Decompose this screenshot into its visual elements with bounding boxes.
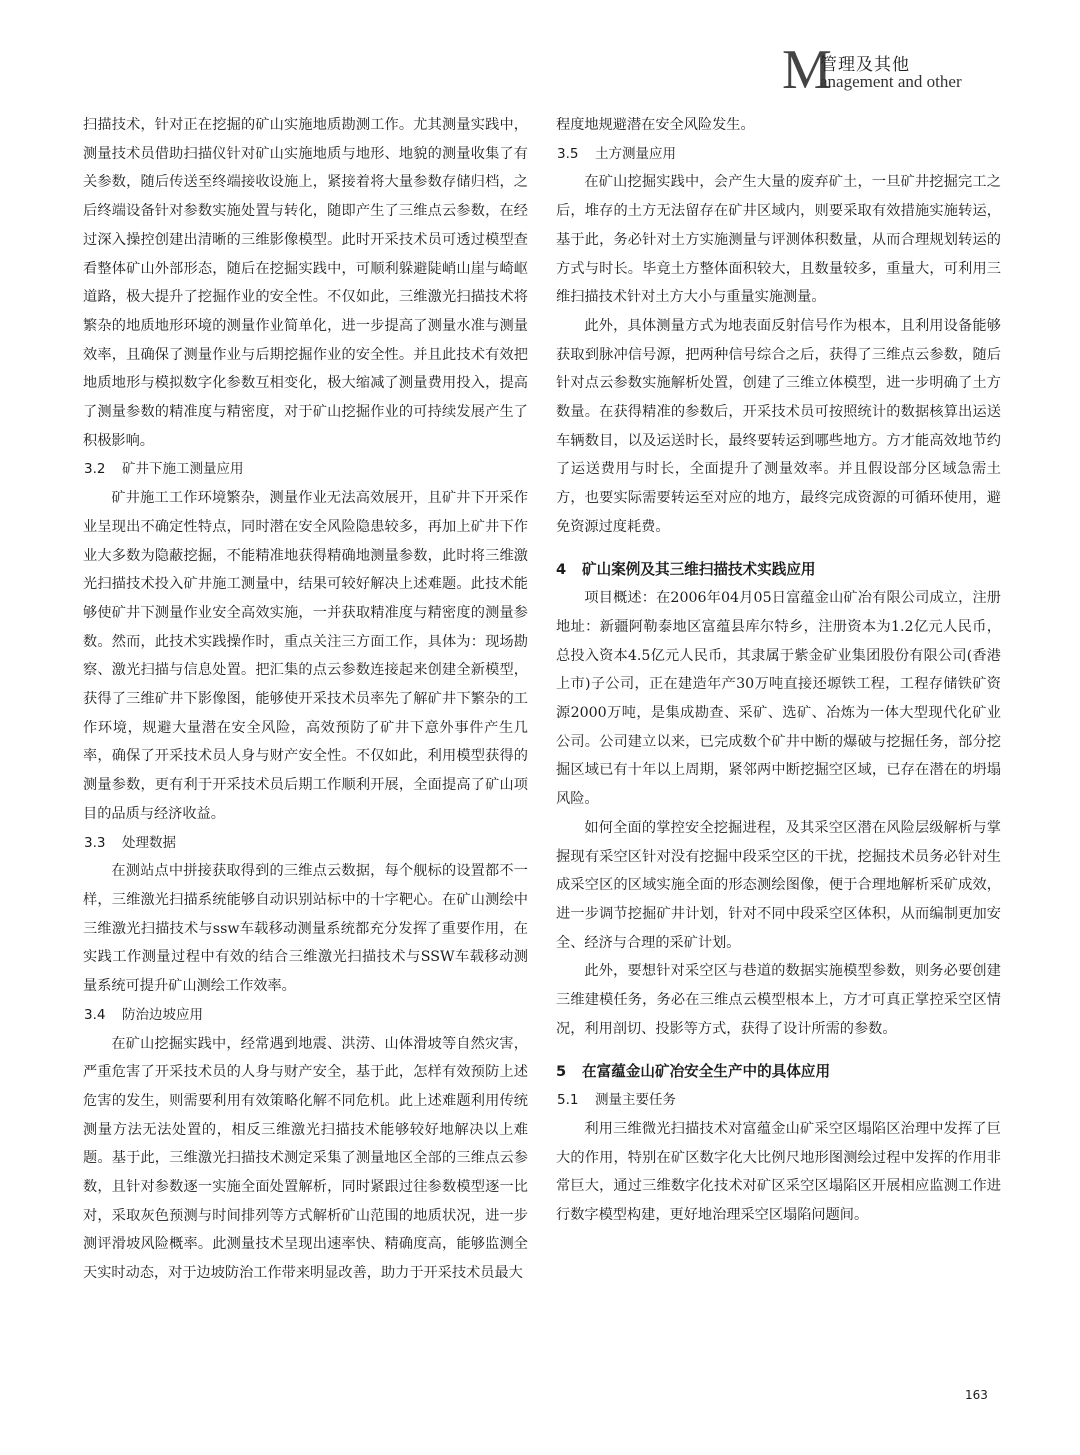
page-number: 163 <box>965 1388 988 1402</box>
section-heading-3-5 <box>556 140 1001 169</box>
section-heading-3-4 <box>83 1001 528 1030</box>
paragraph: 扫描技术，针对正在挖掘的矿山实施地质勘测工作。尤其测量实践中，测量技术员借助扫描仪针对矿山实施地质与地形、地貌的测量收集了有关参数，随后传送至终端接收设施上，紧接着将大量参数存储归档，之后终端设备针对参数实施处置与转化，随即产生了三维点云参数，在经过深入操控创建出清晰的三维影像模型。此时开采技术员可透过模型查看整体矿山外部形态，随后在挖掘实践中，可顺利躲避陡峭山崖与崎岖道路，极大提升了挖掘作业的安全性。不仅如此，三维激光扫描技术将繁杂的地质地形环境的测量作业简单化，进一步提高了测量水准与测量效率，且确保了测量作业与后期挖掘作业的安全性。并且此技术有效把地质地形与模拟数字化参数互相变化，极大缩减了测量费用投入，提高了测量参数的精准度与精密度，对于矿山挖掘作业的可持续发展产生了积极影响。 <box>83 117 528 449</box>
paragraph: 此外，要想针对采空区与巷道的数据实施模型参数，则务必要创建三维建模任务，务必在三维点云模型根本上，方才可真正掌控采空区情况，利用剖切、投影等方式，获得了设计所需的参数。 <box>556 963 1001 1037</box>
section-number: 3.5 <box>557 145 579 162</box>
section-number: 3.2 <box>84 461 106 478</box>
section-number: 3.4 <box>84 1006 106 1023</box>
paragraph: 在矿山挖掘实践中，会产生大量的废弃矿土，一旦矿井挖掘完工之后，堆存的土方无法留存在矿井区域内，则要采取有效措施实施转运，基于此，务必针对土方实施测量与评测体积数量，从而合理规划转运的方式与时长。毕竟土方整体面积较大，且数量较多，重量大，可利用三维扫描技术针对土方大小与重量实施测量。 <box>556 174 1001 306</box>
section-title: 测量主要任务 <box>595 1092 676 1109</box>
left-column <box>83 111 528 1288</box>
paragraph: 项目概述：在2006年04月05日富蕴金山矿冶有限公司成立，注册地址：新疆阿勒泰地区富蕴县库尔特乡，注册资本为1.2亿元人民币，总投入资本4.5亿元人民币，其隶属于紫金矿业集团股份有限公司(香港上市)子公司，正在建造年产30万吨直接还塬铁工程，工程存储铁矿资源2000万吨，是集成勘查、采矿、选矿、冶炼为一体大型现代化矿业公司。公司建立以来，已完成数个矿井中断的爆破与挖掘任务，部分挖掘区域已有十年以上周期，紧邻两中断挖掘空区域，已存在潜在的坍塌风险。 <box>556 590 1001 808</box>
paragraph: 利用三维微光扫描技术对富蕴金山矿采空区塌陷区治理中发挥了巨大的作用，特别在矿区数字化大比例尺地形图测绘过程中发挥的作用非常巨大，通过三维数字化技术对矿区采空区塌陷区开展相应监测工作进行数字模型构建，更好地治理采空区塌陷问题间。 <box>556 1120 1001 1224</box>
section-title: 矿山案例及其三维扫描技术实践应用 <box>582 560 816 578</box>
section-title: 土方测量应用 <box>595 145 676 162</box>
section-title: 矿井下施工测量应用 <box>122 461 244 478</box>
section-title: 在富蕴金山矿冶安全生产中的具体应用 <box>582 1062 831 1080</box>
section-masthead <box>782 39 1072 101</box>
section-number: 5.1 <box>557 1092 579 1109</box>
section-number: 5 <box>556 1062 567 1080</box>
section-number: 4 <box>556 560 567 578</box>
paragraph: 在矿山挖掘实践中，经常遇到地震、洪涝、山体滑坡等自然灾害，严重危害了开采技术员的人身与财产安全，基于此，怎样有效预防上述危害的发生，则需要利用有效策略化解不同危机。此上述难题利用传统测量方法无法处置的，相反三维激光扫描技术能够较好地解决以上难题。基于此，三维激光扫描技术测定采集了测量地区全部的三维点云参数，且针对参数逐一实施全面处置解析，同时紧跟过往参数模型逐一比对，采取灰色预测与时间排列等方式解析矿山范围的地质状况，进一步测评滑坡风险概率。此测量技术呈现出速率快、精确度高，能够监测全天实时动态，对于边坡防治工作带来明显改善，助力于开采技术员最大 <box>83 1035 528 1282</box>
section-title: 处理数据 <box>122 834 176 851</box>
masthead-section-cn: 管理及其他 <box>820 55 910 75</box>
section-heading-4 <box>556 556 1001 585</box>
section-heading-5-1 <box>556 1086 1001 1115</box>
paragraph: 在测站点中拼接获取得到的三维点云数据，每个舰标的设置都不一样，三维激光扫描系统能够自动识别站标中的十字靶心。在矿山测绘中三维激光扫描技术与ssw车载移动测量系统都充分发挥了重要作用，在实践工作测量过程中有效的结合三维激光扫描技术与SSW车载移动测量系统可提升矿山测绘工作效率。 <box>83 863 528 995</box>
section-heading-3-3 <box>83 829 528 858</box>
section-title: 防治边坡应用 <box>122 1006 203 1023</box>
paragraph: 此外，具体测量方式为地表面反射信号作为根本，且利用设备能够获取到脉冲信号源，把两种信号综合之后，获得了三维点云参数，随后针对点云参数实施解析处置，创建了三维立体模型，进一步明确了土方数量。在获得精准的参数后，开采技术员可按照统计的数据核算出运送车辆数目，以及运送时长，最终要转运到哪些地方。方才能高效地节约了运送费用与时长，全面提升了测量效率。并且假设部分区域急需土方，也要实际需要转运至对应的地方，最终完成资源的可循环使用，避免资源过度耗费。 <box>556 317 1001 535</box>
paragraph: 程度地规避潜在安全风险发生。 <box>556 117 755 133</box>
section-heading-3-2 <box>83 455 528 484</box>
masthead-section-en: anagement and other <box>820 72 962 91</box>
masthead-initial: M <box>782 39 832 101</box>
right-column <box>556 111 1001 1230</box>
paragraph: 矿井施工工作环境繁杂，测量作业无法高效展开，且矿井下开采作业呈现出不确定性特点，同时潜在安全风险隐患较多，再加上矿井下作业大多数为隐蔽挖掘，不能精准地获得精确地测量参数，此时将三维激光扫描技术投入矿井施工测量中，结果可较好解决上述难题。此技术能够使矿井下测量作业安全高效实施，一并获取精准度与精密度的测量参数。然而，此技术实践操作时，重点关注三方面工作，具体为：现场勘察、激光扫描与信息处置。把汇集的点云参数连接起来创建全新模型，获得了三维矿井下影像图，能够使开采技术员率先了解矿井下繁杂的工作环境，规避大量潜在安全风险，高效预防了矿井下意外事件产生几率，确保了开采技术员人身与财产安全性。不仅如此，利用模型获得的测量参数，更有利于开采技术员后期工作顺利开展，全面提高了矿山项目的品质与经济收益。 <box>83 490 528 822</box>
section-heading-5 <box>556 1058 1001 1087</box>
section-number: 3.3 <box>84 834 106 851</box>
paragraph: 如何全面的掌控安全挖掘进程，及其采空区潜在风险层级解析与掌握现有采空区针对没有挖掘中段采空区的干扰，挖掘技术员务必针对生成采空区的区域实施全面的形态测绘图像，便于合理地解析采矿成效，进一步调节挖掘矿井计划，针对不同中段采空区体积，从而编制更加安全、经济与合理的采矿计划。 <box>556 819 1001 951</box>
